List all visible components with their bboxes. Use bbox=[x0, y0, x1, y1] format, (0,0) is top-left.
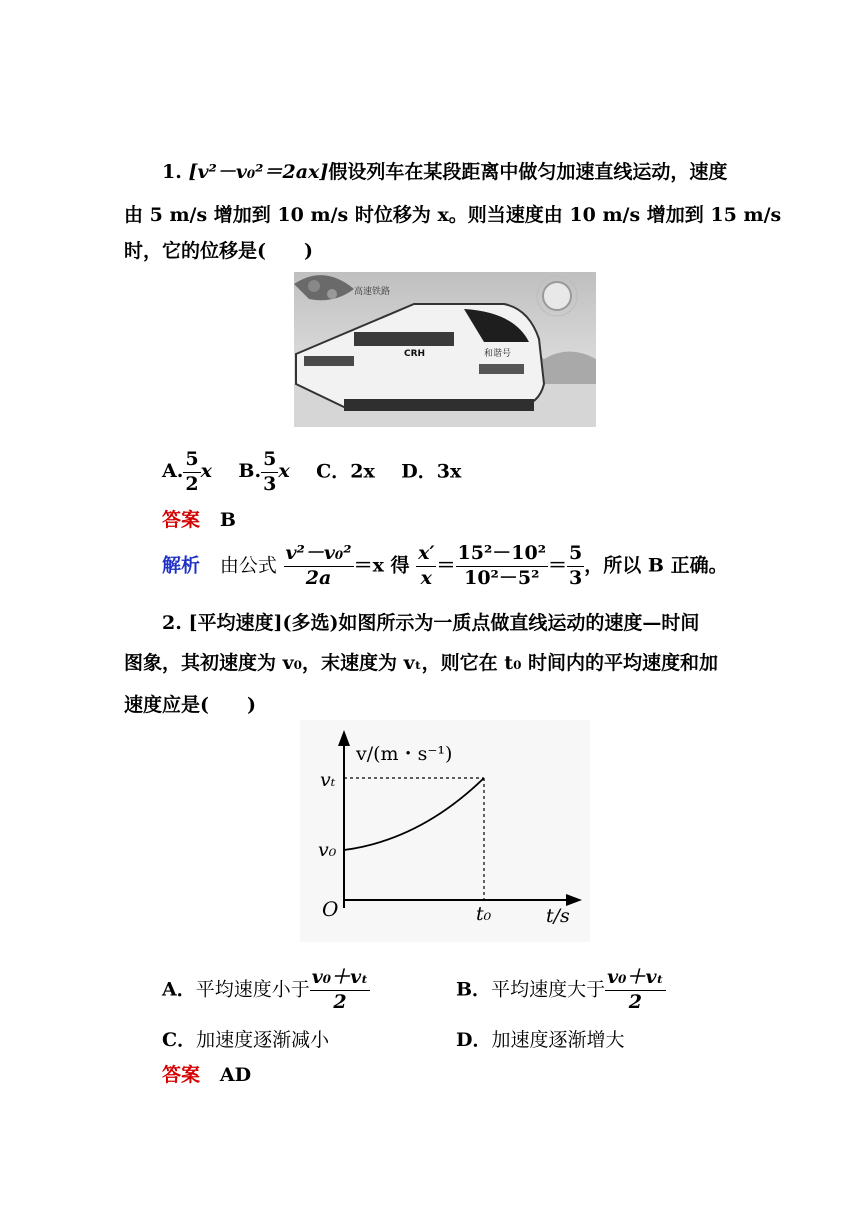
image-caption-railway: 高速铁路 bbox=[354, 287, 391, 297]
q1-analysis-prefix: 由公式 bbox=[219, 554, 277, 577]
q1-option-d[interactable] bbox=[401, 460, 461, 482]
graph-origin-label: O bbox=[322, 897, 339, 921]
q2-answer-label: 答案 bbox=[162, 1064, 201, 1086]
q1-line1 bbox=[162, 157, 727, 184]
q1-analysis-suffix: ，所以 B 正确。 bbox=[584, 554, 728, 577]
q2-tag: [平均速度] bbox=[188, 612, 283, 634]
q2-line2: 图象，其初速度为 v₀，末速度为 vₜ，则它在 t₀ 时间内的平均速度和加 bbox=[124, 652, 719, 674]
q1-option-a-den: 2 bbox=[185, 472, 199, 495]
formula-1-num: v²－v₀² bbox=[284, 544, 354, 567]
q1-option-c[interactable] bbox=[316, 460, 375, 482]
q1-option-b-label: B. bbox=[238, 460, 262, 483]
q1-option-b-tail: x bbox=[278, 460, 290, 483]
graph-v0-label: v₀ bbox=[318, 839, 337, 861]
q2-option-b-text: 平均速度大于 bbox=[491, 978, 606, 1001]
q1-answer-label: 答案 bbox=[162, 509, 201, 531]
q1-option-c-label: C． bbox=[316, 460, 351, 483]
q2-option-d[interactable] bbox=[456, 1025, 625, 1052]
q2-option-d-text: 加速度逐渐增大 bbox=[491, 1029, 625, 1051]
formula-3-num: 15²－10² bbox=[456, 544, 549, 567]
q2-answer bbox=[162, 1060, 251, 1087]
q2-number: 2. bbox=[162, 612, 182, 634]
q2-option-a-den: 2 bbox=[333, 990, 347, 1013]
q2-option-b-num: v₀＋vₜ bbox=[605, 968, 665, 991]
graph-y-label: v/(m・s⁻¹) bbox=[356, 743, 453, 765]
q1-option-b-den: 3 bbox=[263, 472, 277, 495]
q2-answer-value: AD bbox=[219, 1064, 252, 1086]
q1-tag: [v²－v₀²＝2ax] bbox=[188, 161, 329, 183]
q2-option-b[interactable] bbox=[456, 968, 666, 1013]
q1-answer bbox=[162, 505, 236, 532]
q2-line1 bbox=[162, 608, 699, 635]
q1-option-a-tail: x bbox=[200, 460, 212, 483]
image-logo-crh: CRH bbox=[404, 349, 426, 359]
q1-option-a-label: A. bbox=[162, 460, 184, 483]
q2-option-d-label: D． bbox=[456, 1029, 492, 1051]
q2-option-b-label: B． bbox=[456, 978, 492, 1001]
q2-option-a[interactable] bbox=[162, 968, 370, 1013]
q1-option-b-num: 5 bbox=[261, 450, 278, 473]
q2-option-b-den: 2 bbox=[628, 990, 642, 1013]
graph-t0-label: t₀ bbox=[476, 903, 492, 925]
q2-option-a-num: v₀＋vₜ bbox=[310, 968, 370, 991]
formula-eq3: ＝ bbox=[548, 554, 568, 577]
q1-option-b[interactable] bbox=[238, 448, 296, 495]
q1-option-d-text: 3x bbox=[436, 460, 462, 483]
formula-eq2: ＝ bbox=[436, 554, 456, 577]
q1-option-c-text: 2x bbox=[350, 460, 375, 483]
q1-option-a[interactable] bbox=[162, 448, 219, 495]
q1-analysis bbox=[162, 544, 728, 589]
q1-line2: 由 5 m/s 增加到 10 m/s 时位移为 x。则当速度由 10 m/s 增加到 15 m/s bbox=[124, 204, 782, 226]
q1-options bbox=[162, 450, 461, 495]
formula-3-den: 10²－5² bbox=[464, 566, 540, 589]
q2-option-c-text: 加速度逐渐减小 bbox=[196, 1029, 330, 1051]
q1-option-d-label: D． bbox=[401, 460, 437, 483]
formula-eq1: ＝x 得 bbox=[353, 554, 410, 577]
graph-x-label: t/s bbox=[546, 905, 570, 927]
q1-line3: 时，它的位移是( ) bbox=[124, 240, 313, 262]
formula-2-den: x bbox=[420, 566, 432, 589]
q2-text-line1: (多选)如图所示为一质点做直线运动的速度—时间 bbox=[282, 612, 700, 634]
q2-option-c[interactable] bbox=[162, 1025, 329, 1052]
formula-4-den: 3 bbox=[569, 566, 583, 589]
formula-4-num: 5 bbox=[567, 544, 584, 567]
q2-line3: 速度应是( ) bbox=[124, 694, 256, 716]
graph-vt-label: vₜ bbox=[320, 769, 336, 791]
formula-2-num: x′ bbox=[416, 544, 436, 567]
velocity-time-graph bbox=[300, 720, 590, 942]
formula-1-den: 2a bbox=[305, 566, 332, 589]
q1-number: 1. bbox=[162, 161, 182, 183]
q1-option-a-num: 5 bbox=[183, 450, 200, 473]
q2-option-a-label: A． bbox=[162, 978, 196, 1001]
train-photo bbox=[284, 264, 606, 436]
image-train-name: 和谐号 bbox=[484, 349, 512, 359]
q1-answer-value: B bbox=[219, 509, 236, 531]
q2-option-c-label: C． bbox=[162, 1029, 197, 1051]
q2-option-a-text: 平均速度小于 bbox=[195, 978, 310, 1001]
q1-analysis-label: 解析 bbox=[162, 554, 201, 577]
q1-text-line1: 假设列车在某段距离中做匀加速直线运动，速度 bbox=[328, 161, 728, 183]
